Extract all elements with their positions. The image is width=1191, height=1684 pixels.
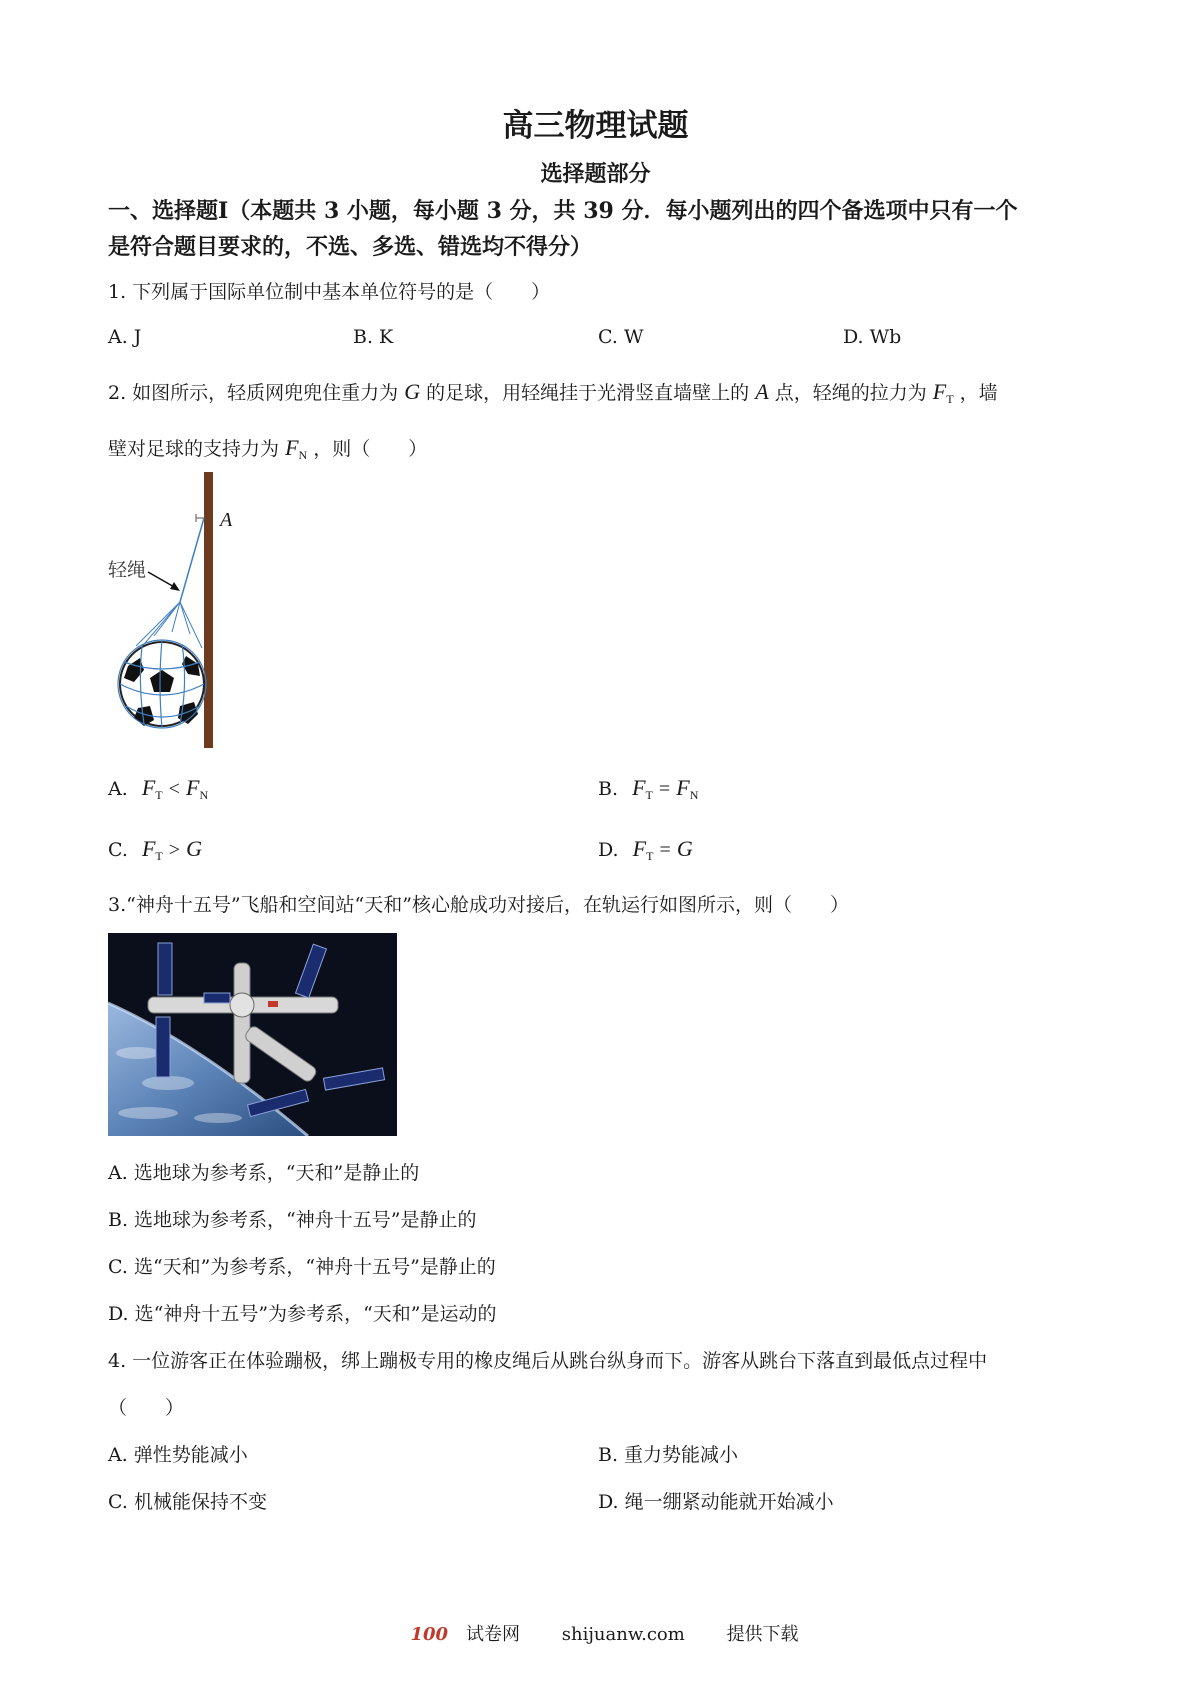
space-station-photo <box>108 933 397 1136</box>
station-core-module <box>234 963 250 1083</box>
question-2-option-b <box>598 775 698 803</box>
q2-text-b: 的足球，用轻绳挂于光滑竖直墙壁上的 <box>426 382 750 404</box>
q2-symbol-g: G <box>404 379 421 404</box>
question-2-stem-line2 <box>108 434 427 463</box>
q2-text-a: 2. 如图所示，轻质网兜兜住重力为 <box>108 382 399 404</box>
q2d-lhs: F <box>632 836 647 861</box>
question-3-stem: 3.“神舟十五号”飞船和空间站“天和”核心舱成功对接后，在轨运行如图所示，则（ ） <box>108 894 849 916</box>
q2c-lhs-sub: T <box>155 849 163 863</box>
q2a-letter: A. <box>108 778 128 800</box>
footer-brand[interactable] <box>392 1624 520 1645</box>
footer-domain-link[interactable]: shijuanw.com <box>561 1624 685 1645</box>
solar-panel-2 <box>156 1017 170 1077</box>
q2b-rhs: F <box>676 775 690 800</box>
question-1-option-b: B. K <box>353 326 394 348</box>
q2b-letter: B. <box>598 778 619 800</box>
question-2-stem-line1 <box>108 378 998 407</box>
solar-panel-1 <box>158 943 172 995</box>
question-1-option-a: A. J <box>108 326 142 348</box>
q2-text-c: 点，轻绳的拉力为 <box>774 382 927 404</box>
rope-label: 轻绳 <box>108 559 147 581</box>
q2b-lhs: F <box>632 775 646 800</box>
q2d-lhs-sub: T <box>646 849 654 863</box>
section-instructions-line1: 一、选择题Ⅰ（本题共 3 小题，每小题 3 分，共 39 分．每小题列出的四个备选项中只有一个 <box>108 198 1018 224</box>
page-footer <box>0 1620 1191 1646</box>
question-3-option-c: C. 选“天和”为参考系，“神舟十五号”是静止的 <box>108 1256 496 1278</box>
q2a-rhs-sub: N <box>199 788 209 802</box>
football-figure <box>108 470 258 750</box>
q2d-rhs: G <box>676 836 693 861</box>
question-3-option-a: A. 选地球为参考系，“天和”是静止的 <box>108 1162 420 1184</box>
q2d-rel: = <box>659 839 671 861</box>
question-4-stem-line2: （ ） <box>108 1397 185 1419</box>
wall <box>204 472 213 748</box>
question-1-option-d: D. Wb <box>843 326 902 348</box>
q2c-letter: C. <box>108 839 128 861</box>
question-4-stem-line1: 4. 一位游客正在体验蹦极，绑上蹦极专用的橡皮绳后从跳台纵身而下。游客从跳台下落直到最低点过程中 <box>108 1350 988 1372</box>
question-3-option-b: B. 选地球为参考系，“神舟十五号”是静止的 <box>108 1209 477 1231</box>
arrow-head <box>170 582 180 591</box>
question-2-option-d <box>598 836 693 864</box>
page-title: 高三物理试题 <box>502 108 689 144</box>
question-1-option-c: C. W <box>598 326 644 348</box>
question-2-option-a <box>108 775 208 803</box>
q2b-rhs-sub: N <box>689 788 699 802</box>
footer-download-note: 提供下载 <box>726 1624 799 1645</box>
q2c-rel: > <box>168 839 181 861</box>
section-instructions-line2: 是符合题目要求的，不选、多选、错选均不得分） <box>108 234 593 260</box>
q2a-rel: < <box>168 778 180 800</box>
q2-fn-f: F <box>285 435 299 460</box>
question-4-option-b: B. 重力势能减小 <box>598 1444 739 1466</box>
point-a-label: A <box>220 509 233 531</box>
q2-text-e: 壁对足球的支持力为 <box>108 438 280 460</box>
q2a-lhs: F <box>141 775 156 800</box>
q2a-lhs-sub: T <box>155 788 163 802</box>
q2-symbol-ft <box>933 379 954 404</box>
rope <box>180 518 204 602</box>
q2c-lhs: F <box>141 836 156 861</box>
footer-logo: 100 <box>410 1624 449 1645</box>
q2b-rel: = <box>658 778 671 800</box>
question-4-option-c: C. 机械能保持不变 <box>108 1491 267 1513</box>
question-3-option-d: D. 选“神舟十五号”为参考系，“天和”是运动的 <box>108 1303 497 1325</box>
rope-label-arrow <box>148 572 176 588</box>
q2a-rhs: F <box>185 775 200 800</box>
q2-text-f: ，则（ ） <box>313 438 428 460</box>
q2-ft-f: F <box>932 379 947 404</box>
question-4-option-d: D. 绳一绷紧动能就开始减小 <box>598 1491 834 1513</box>
footer-site-name: 试卷网 <box>466 1624 521 1645</box>
question-1-stem: 1. 下列属于国际单位制中基本单位符号的是（ ） <box>108 281 551 303</box>
q2-fn-sub: N <box>298 448 308 462</box>
question-4-option-a: A. 弹性势能减小 <box>108 1444 248 1466</box>
solar-panel-6 <box>204 993 230 1003</box>
q2-ft-sub: T <box>946 392 954 406</box>
section-subtitle: 选择题部分 <box>540 161 651 187</box>
docking-node <box>230 993 254 1017</box>
flag-mark <box>268 1001 278 1007</box>
q2-text-d: ，墙 <box>959 382 998 404</box>
section-instructions <box>108 193 1098 265</box>
q2b-lhs-sub: T <box>645 788 653 802</box>
q2d-letter: D. <box>598 839 619 861</box>
q2c-rhs: G <box>186 836 203 861</box>
q2-symbol-a: A <box>755 379 769 404</box>
question-2-option-c <box>108 836 202 864</box>
q2-symbol-fn <box>285 435 307 460</box>
